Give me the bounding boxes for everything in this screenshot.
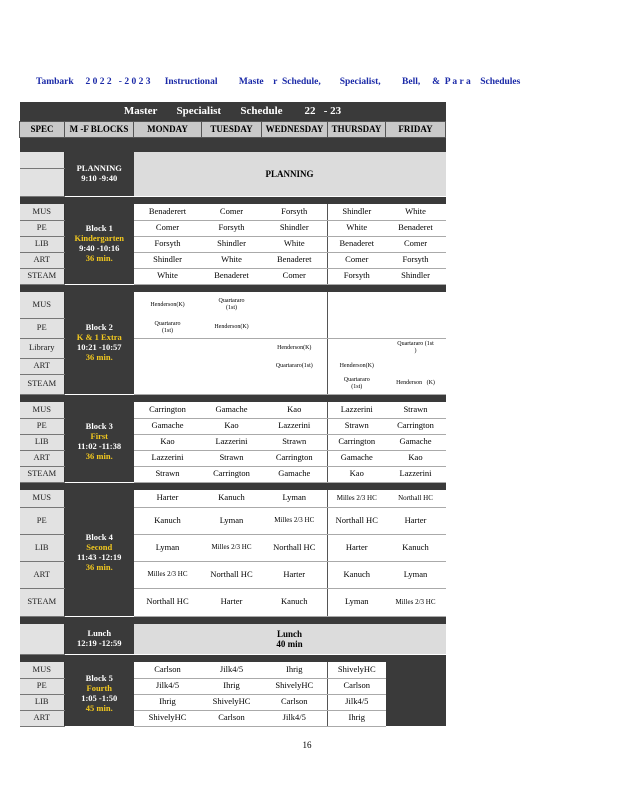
schedule-cell: Lyman — [262, 490, 328, 507]
block3-row — [20, 402, 446, 418]
block4-row — [20, 490, 446, 507]
block1-label — [65, 204, 134, 284]
schedule-cell: Jilk4/5 — [328, 694, 386, 710]
planning-cell: PLANNING — [134, 152, 446, 196]
spec-label: STEAM — [20, 588, 65, 616]
schedule-cell: Ihrig — [134, 694, 202, 710]
schedule-cell: Carlson — [134, 662, 202, 678]
schedule-cell: Shindler — [262, 220, 328, 236]
schedule-cell: White — [134, 268, 202, 284]
separator — [20, 394, 446, 402]
schedule-cell: Carlson — [202, 710, 262, 726]
schedule-cell: Forsyth — [202, 220, 262, 236]
separator — [20, 196, 446, 204]
spec-cell-empty — [20, 168, 65, 196]
schedule-cell: Lyman — [386, 561, 446, 588]
block3-name: Block 3 — [85, 421, 113, 432]
schedule-note: Henderson(K) — [134, 292, 202, 318]
lunch-label — [65, 624, 134, 654]
spec-label: LIB — [20, 694, 65, 710]
col-header-thursday: THURSDAY — [328, 121, 386, 137]
schedule-cell-empty — [202, 374, 262, 394]
schedule-cell-empty — [328, 338, 386, 358]
schedule-cell: Comer — [262, 268, 328, 284]
schedule-cell: Strawn — [262, 434, 328, 450]
schedule-cell: Milles 2/3 HC — [386, 588, 446, 616]
schedule-note — [328, 374, 386, 394]
lunch-cell — [134, 624, 446, 654]
spec-label: MUS — [20, 662, 65, 678]
schedule-cell-empty — [262, 374, 328, 394]
schedule-note — [386, 374, 446, 394]
block4-length: 36 min. — [85, 561, 113, 572]
spec-label: MUS — [20, 292, 65, 318]
schedule-title-row — [20, 102, 446, 121]
spec-label: ART — [20, 252, 65, 268]
planning-time: 9:10 -9:40 — [81, 173, 118, 183]
col-header-wednesday: WEDNESDAY — [262, 121, 328, 137]
schedule-cell: Kao — [328, 466, 386, 482]
col-header-spec: SPEC — [20, 121, 65, 137]
block1-length: 36 min. — [85, 252, 113, 263]
schedule-cell: Harter — [386, 507, 446, 534]
schedule-cell: Harter — [202, 588, 262, 616]
spec-label: Library — [20, 338, 65, 358]
schedule-cell: Strawn — [386, 402, 446, 418]
schedule-cell-empty — [386, 358, 446, 374]
schedule-cell: Milles 2/3 HC — [202, 534, 262, 561]
friday-empty-cell — [386, 662, 446, 726]
schedule-cell: Carrington — [262, 450, 328, 466]
separator — [20, 654, 446, 662]
schedule-cell: Carrington — [328, 434, 386, 450]
note-line: Quartararo — [154, 320, 181, 327]
page-number: 16 — [302, 740, 312, 750]
schedule-cell: Lazzerini — [202, 434, 262, 450]
schedule-cell: Gamache — [262, 466, 328, 482]
schedule-cell: Kao — [202, 418, 262, 434]
schedule-cell: Gamache — [202, 402, 262, 418]
schedule-cell: Kanuch — [328, 561, 386, 588]
note-line: (1st — [424, 341, 434, 348]
schedule-cell: Benaderet — [386, 220, 446, 236]
spec-label: PE — [20, 318, 65, 338]
schedule-cell: Northall HC — [386, 490, 446, 507]
schedule-cell: Strawn — [202, 450, 262, 466]
block4-name: Block 4 — [85, 532, 113, 543]
schedule-cell: Kanuch — [386, 534, 446, 561]
schedule-cell: Comer — [202, 204, 262, 220]
note-line: Quartararo — [218, 298, 245, 305]
schedule-cell: Benaderert — [134, 204, 202, 220]
schedule-cell-empty — [134, 374, 202, 394]
schedule-cell: Comer — [328, 252, 386, 268]
column-header-row — [20, 121, 446, 137]
schedule-cell: Jilk4/5 — [202, 662, 262, 678]
planning-row — [20, 152, 446, 168]
col-header-tuesday: TUESDAY — [202, 121, 262, 137]
schedule-note: Henderson(K) — [262, 338, 328, 358]
document-title: Tambark 2 0 2 2 - 2 0 2 3 Instructional Maste r Schedule, Specialist, Bell, & P a r a Schedules — [36, 77, 521, 87]
spec-label: MUS — [20, 402, 65, 418]
schedule-cell: Gamache — [386, 434, 446, 450]
block5-label — [65, 662, 134, 726]
schedule-cell-empty — [262, 292, 328, 318]
lunch-row — [20, 624, 446, 654]
schedule-cell: White — [202, 252, 262, 268]
schedule-cell: Benaderet — [262, 252, 328, 268]
block1-group: Kindergarten — [74, 233, 125, 244]
schedule-cell: Lazzerini — [134, 450, 202, 466]
schedule-cell: Shindler — [134, 252, 202, 268]
schedule-cell: Lyman — [328, 588, 386, 616]
schedule-cell: Benaderet — [202, 268, 262, 284]
schedule-note: Henderson(K) — [202, 318, 262, 338]
spec-label: STEAM — [20, 268, 65, 284]
block1-row — [20, 204, 446, 220]
schedule-cell: Milles 2/3 HC — [262, 507, 328, 534]
note-line: ) — [414, 348, 417, 355]
planning-label: PLANNING — [76, 163, 122, 174]
block4-label — [65, 490, 134, 616]
schedule-cell: Northall HC — [202, 561, 262, 588]
schedule-cell: Harter — [262, 561, 328, 588]
schedule-cell: ShivelyHC — [202, 694, 262, 710]
schedule-note — [134, 318, 202, 338]
spec-label: STEAM — [20, 374, 65, 394]
note-line: Quartararo — [397, 341, 424, 348]
block1-time: 9:40 -10:16 — [79, 243, 120, 253]
schedule-cell: Gamache — [134, 418, 202, 434]
schedule-cell: White — [328, 220, 386, 236]
spec-label: PE — [20, 220, 65, 236]
schedule-cell: Lazzerini — [328, 402, 386, 418]
schedule-cell-empty — [262, 318, 328, 338]
schedule-note: Quartararo(1st) — [262, 358, 328, 374]
spec-label: MUS — [20, 490, 65, 507]
note-line: (1st) — [226, 305, 237, 311]
schedule-cell: Ihrig — [328, 710, 386, 726]
schedule-cell: Kao — [262, 402, 328, 418]
block4-time: 11:43 -12:19 — [77, 552, 122, 562]
note-line: (1st) — [162, 327, 173, 334]
schedule-cell-empty — [386, 292, 446, 338]
note-line: Quartararo — [343, 376, 370, 383]
schedule-cell: Northall HC — [134, 588, 202, 616]
block2-row — [20, 292, 446, 318]
schedule-note: Henderson(K) — [328, 358, 386, 374]
schedule-cell: Shindler — [328, 204, 386, 220]
block5-row — [20, 662, 446, 678]
schedule-cell: Strawn — [134, 466, 202, 482]
schedule-cell-empty — [134, 358, 202, 374]
schedule-cell: Strawn — [328, 418, 386, 434]
schedule-cell: Carlson — [262, 694, 328, 710]
block4-group: Second — [86, 542, 113, 553]
schedule-cell: White — [262, 236, 328, 252]
block3-label — [65, 402, 134, 482]
schedule-cell: Shindler — [202, 236, 262, 252]
lunch-time: 12:19 -12:59 — [76, 638, 122, 648]
schedule-cell: Milles 2/3 HC — [328, 490, 386, 507]
schedule-cell: Forsyth — [262, 204, 328, 220]
schedule-cell: Lazzerini — [386, 466, 446, 482]
schedule-note — [386, 338, 446, 358]
schedule-cell: Kao — [386, 450, 446, 466]
schedule-cell: White — [386, 204, 446, 220]
spec-cell-empty — [20, 624, 65, 654]
block3-length: 36 min. — [85, 450, 113, 461]
block2-label — [65, 292, 134, 394]
schedule-cell-empty — [134, 338, 202, 358]
schedule-cell: Harter — [328, 534, 386, 561]
separator — [20, 284, 446, 292]
schedule-cell: Lyman — [202, 507, 262, 534]
schedule-cell-empty — [202, 338, 262, 358]
schedule-cell: Jilk4/5 — [262, 710, 328, 726]
separator — [20, 482, 446, 490]
spec-label: PE — [20, 678, 65, 694]
block5-name: Block 5 — [85, 673, 113, 684]
schedule-cell: Kanuch — [134, 507, 202, 534]
schedule-cell: Harter — [134, 490, 202, 507]
spec-label: MUS — [20, 204, 65, 220]
planning-block-label — [65, 152, 134, 196]
col-header-blocks: M -F BLOCKS — [65, 121, 134, 137]
schedule-cell: Lazzerini — [262, 418, 328, 434]
schedule-cell: Kanuch — [202, 490, 262, 507]
schedule-title: Master Specialist Schedule 22 - 23 — [20, 102, 446, 121]
spec-label: ART — [20, 561, 65, 588]
note-line: Henderson — [396, 380, 423, 387]
col-header-friday: FRIDAY — [386, 121, 446, 137]
schedule-cell: Northall HC — [328, 507, 386, 534]
schedule-cell: Lyman — [134, 534, 202, 561]
schedule-cell: Kao — [134, 434, 202, 450]
schedule-cell: Forsyth — [134, 236, 202, 252]
schedule-cell: Carlson — [328, 678, 386, 694]
schedule-cell: ShivelyHC — [134, 710, 202, 726]
schedule-note — [202, 292, 262, 318]
schedule-cell: Milles 2/3 HC — [134, 561, 202, 588]
schedule-cell-empty — [328, 292, 386, 338]
schedule-cell: Ihrig — [202, 678, 262, 694]
schedule-cell: Ihrig — [262, 662, 328, 678]
block5-group: Fourth — [86, 683, 112, 694]
lunch-text: Lunch — [277, 628, 303, 639]
spec-label: PE — [20, 418, 65, 434]
block5-time: 1:05 -1:50 — [81, 693, 118, 703]
spec-label: ART — [20, 710, 65, 726]
schedule-cell: Kanuch — [262, 588, 328, 616]
block2-group: K & 1 Extra — [76, 332, 122, 343]
spec-cell-empty — [20, 152, 65, 168]
schedule-cell: ShivelyHC — [328, 662, 386, 678]
schedule-cell: Carrington — [134, 402, 202, 418]
spec-label: STEAM — [20, 466, 65, 482]
block3-time: 11:02 -11:38 — [77, 441, 122, 451]
block1-name: Block 1 — [85, 223, 113, 234]
schedule-cell: Carrington — [386, 418, 446, 434]
spec-label: LIB — [20, 534, 65, 561]
schedule-cell: Benaderet — [328, 236, 386, 252]
schedule-cell: Forsyth — [386, 252, 446, 268]
schedule-cell: Northall HC — [262, 534, 328, 561]
spec-label: LIB — [20, 434, 65, 450]
schedule-cell: Gamache — [328, 450, 386, 466]
col-header-monday: MONDAY — [134, 121, 202, 137]
divider-row — [20, 137, 446, 152]
block3-group: First — [90, 431, 108, 442]
block2-name: Block 2 — [85, 322, 113, 333]
block2-time: 10:21 -10:57 — [76, 342, 122, 352]
note-line: (1st) — [351, 383, 363, 390]
lunch-name: Lunch — [87, 628, 112, 639]
spec-label: ART — [20, 358, 65, 374]
separator — [20, 616, 446, 624]
block5-length: 45 min. — [85, 702, 113, 713]
block2-length: 36 min. — [85, 351, 113, 362]
schedule-cell-empty — [202, 358, 262, 374]
spec-label: LIB — [20, 236, 65, 252]
lunch-length: 40 min — [276, 639, 303, 649]
schedule-cell: Jilk4/5 — [134, 678, 202, 694]
schedule-cell: Comer — [134, 220, 202, 236]
schedule-cell: Shindler — [386, 268, 446, 284]
schedule-cell: Carrington — [202, 466, 262, 482]
schedule-cell: ShivelyHC — [262, 678, 328, 694]
schedule-cell: Comer — [386, 236, 446, 252]
spec-label: ART — [20, 450, 65, 466]
master-specialist-schedule — [19, 102, 446, 727]
note-line: (K) — [426, 380, 435, 387]
spec-label: PE — [20, 507, 65, 534]
schedule-cell: Forsyth — [328, 268, 386, 284]
